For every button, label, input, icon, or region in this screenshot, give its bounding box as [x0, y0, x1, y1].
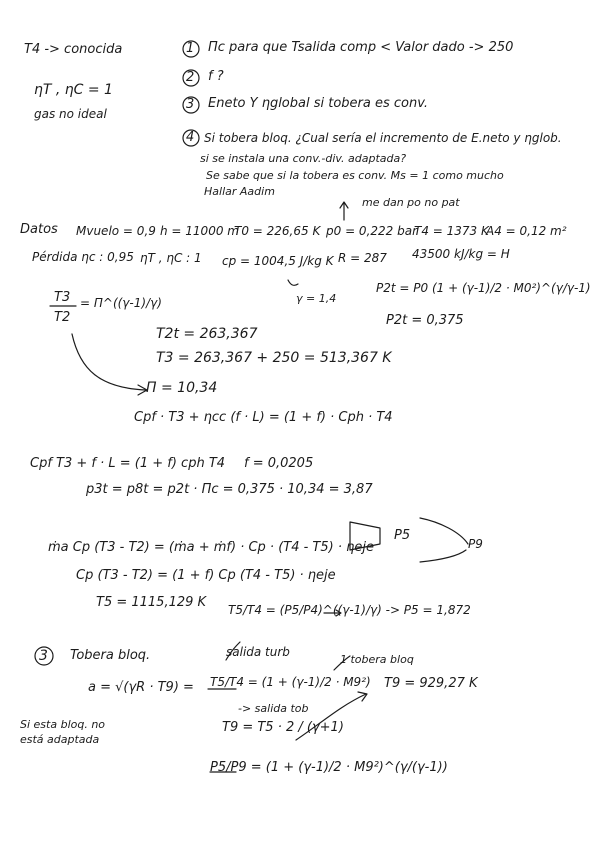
- note-not-adapted: Si esta bloq. no está adaptada: [20, 718, 106, 746]
- data-mvuelo: Mvuelo = 0,9: [76, 224, 156, 238]
- t9-result: T9 = 929,27 K: [384, 676, 478, 691]
- turbine-balance-2: Cp (T3 - T2) = (1 + f) Cp (T4 - T5) · ηeje: [76, 568, 336, 583]
- data-label: Datos: [20, 222, 58, 237]
- calc-p3t: p3t = p8t = p2t · Πc = 0,375 · 10,34 = 3,87: [86, 482, 373, 497]
- question-1-circle: [183, 41, 199, 57]
- calc-t2t: T2t = 263,367: [156, 326, 258, 342]
- question-3-circle: [183, 97, 199, 113]
- question-1: Πc para que Tsalida comp < Valor dado -> 250: [208, 40, 514, 55]
- gamma-hook: [288, 280, 298, 285]
- calc-pi: Π = 10,34: [146, 380, 218, 396]
- note-turbine-exit: salida turb: [226, 645, 290, 659]
- question-2: f ?: [208, 69, 224, 84]
- question-3: Eneto Y ηglobal si tobera es conv.: [208, 96, 428, 111]
- data-p0: p0 = 0,222 bar: [326, 224, 418, 238]
- energy-balance-2: Cpf T3 + f · L = (1 + f) cph T4: [30, 456, 226, 471]
- section-3-circle: [35, 647, 53, 665]
- question-number-1: 1: [186, 41, 195, 56]
- t5-t4-relation: T5/T4 = (1 + (γ-1)/2 · M9²): [210, 675, 371, 689]
- data-loss-eta-c: Pérdida ηc : 0,95: [32, 250, 134, 264]
- note-gas-not-ideal: gas no ideal: [34, 107, 107, 121]
- nozzle-label-p9: P9: [468, 537, 483, 551]
- question-4-line2: si se instala una conv.-div. adaptada?: [200, 152, 407, 165]
- question-2-circle: [183, 70, 199, 86]
- data-t4: T4 = 1373 K: [414, 224, 489, 238]
- data-altitude: h = 11000 m: [160, 224, 239, 238]
- curved-arrow: [72, 334, 146, 390]
- calc-t5: T5 = 1115,129 K: [96, 595, 207, 610]
- nozzle-sketch: [350, 522, 380, 550]
- question-number-3: 3: [186, 97, 195, 112]
- t9-formula: T9 = T5 · 2 / (γ+1): [222, 720, 344, 735]
- data-r: R = 287: [338, 251, 387, 265]
- arrow-to-t9-head: [358, 692, 367, 701]
- section-3-number: 3: [39, 648, 48, 664]
- note-choked-nozzle: 1 tobera bloq: [340, 653, 414, 666]
- question-4-line3: Se sabe que si la tobera es conv. Ms = 1 como mucho: [206, 169, 504, 182]
- note-nozzle-exit: -> salida tob: [238, 702, 309, 715]
- note-efficiencies: ηT , ηC = 1: [34, 82, 113, 98]
- arrow-salida: [226, 642, 240, 660]
- data-cp: cp = 1004,5 J/kg K: [222, 254, 334, 268]
- gamma-value: γ = 1,4: [296, 292, 337, 305]
- pressure-ratio-relation: P5/P9 = (1 + (γ-1)/2 · M9²)^(γ/(γ-1)): [210, 760, 448, 775]
- question-number-4: 4: [186, 130, 195, 145]
- question-4-line4: Hallar Aadim: [204, 185, 275, 198]
- note-t4-known: T4 -> conocida: [24, 42, 123, 57]
- jet-line-lower: [420, 550, 466, 562]
- p2t-formula: P2t = P0 (1 + (γ-1)/2 · M0²)^(γ/γ-1): [376, 281, 591, 295]
- calc-p5-ratio: T5/T4 = (P5/P4)^((γ-1)/γ) -> P5 = 1,872: [228, 603, 471, 617]
- nozzle-label-p5: P5: [394, 528, 411, 543]
- arrow-to-p5: [324, 610, 341, 616]
- question-4-line1: Si tobera bloq. ¿Cual sería el incremento de E.neto y ηglob.: [204, 131, 562, 145]
- note-given-p0: me dan po no pat: [362, 196, 460, 209]
- p2t-value: P2t = 0,375: [386, 313, 464, 328]
- data-heating-value: 43500 kJ/kg = H: [412, 247, 510, 261]
- question-4-circle: [183, 130, 199, 146]
- calc-t3: T3 = 263,367 + 250 = 513,367 K: [156, 350, 392, 366]
- data-a4: A4 = 0,12 m²: [486, 224, 567, 238]
- arrow-to-t9: [296, 694, 366, 740]
- data-t0: T0 = 226,65 K: [234, 224, 321, 238]
- ratio-rhs: = Π^((γ-1)/γ): [80, 296, 162, 310]
- ratio-denominator: T2: [54, 310, 71, 325]
- section-3-title: Tobera bloq.: [70, 648, 151, 663]
- sound-speed: a = √(γR · T9) =: [88, 680, 194, 695]
- question-number-2: 2: [186, 70, 195, 85]
- turbine-balance-1: ṁa Cp (T3 - T2) = (ṁa + ṁf) · Cp · (T4 - T5) · ηeje: [48, 540, 374, 555]
- arrow-to-note: [340, 202, 348, 220]
- fuel-air-ratio: f = 0,0205: [244, 456, 314, 471]
- arrow-tobera: [334, 656, 350, 670]
- jet-line-upper: [420, 518, 468, 544]
- ratio-numerator: T3: [54, 290, 71, 305]
- data-eta-t-c: ηT , ηC : 1: [140, 251, 202, 265]
- energy-balance-1: Cpf · T3 + ηcc (f · L) = (1 + f) · Cph · T4: [134, 410, 393, 425]
